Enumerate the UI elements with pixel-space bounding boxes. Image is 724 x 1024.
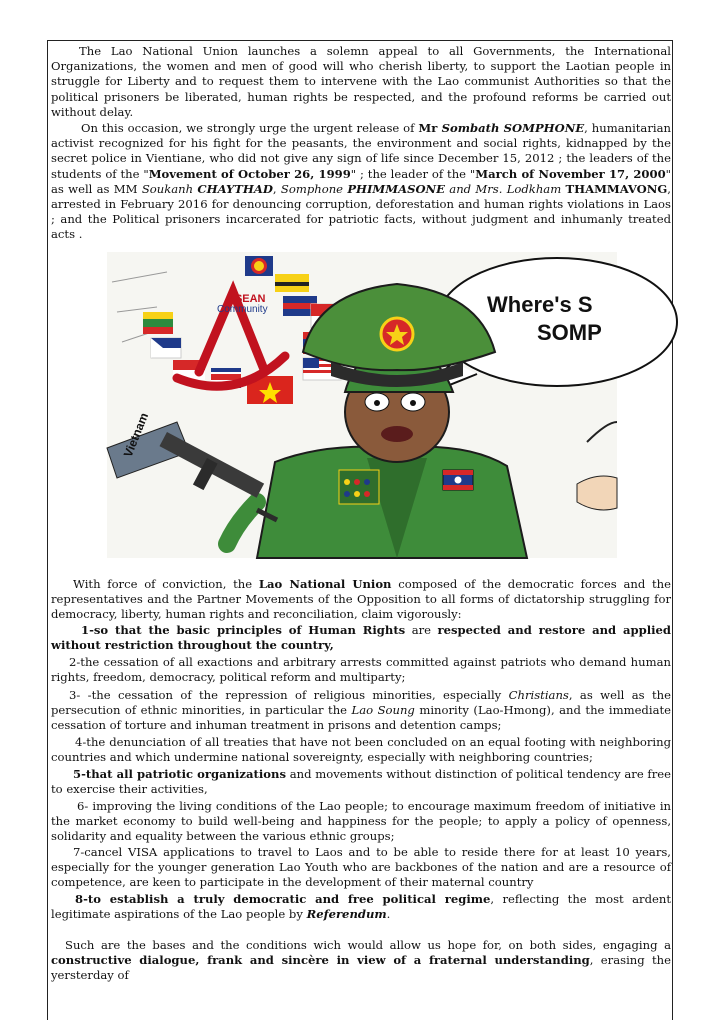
- demand-item-4: 4-the denunciation of all treaties that have not been concluded on an equal footing with neighboring countries and which undermine national sovereignty, especially with neighboring countries;: [51, 735, 671, 765]
- demand-item-2: 2-the cessation of all exactions and arbitrary arrests committed against patriots who demand human rights, freedom, democracy, political reform and multiparty;: [51, 655, 671, 685]
- force-paragraph: With force of conviction, the Lao National Union composed of the democratic forces and the representatives and the Partner Movements of the Opposition to all forms of dictatorship struggling for democracy, liberty, human rights and reconciliation, claim vigorously:: [51, 577, 671, 622]
- demand-item-3: 3- -the cessation of the repression of religious minorities, especially Christians, as well as the persecution of ethnic minorities, in particular the Lao Soung minority (Lao-Hmong), and the immediate cessation of torture and inhuman treatment in prisons and detention camps;: [51, 688, 671, 733]
- political-cartoon: [107, 252, 617, 558]
- gun-label: Vietnam: [120, 410, 152, 460]
- demand-item-5: 5-that all patriotic organizations and movements without distinction of political tendency are free to exercise their activities,: [51, 767, 671, 797]
- intro-paragraph: The Lao National Union launches a solemn appeal to all Governments, the International Organizations, the women and men of good will who cherish liberty, to support the Laotian people in struggle for Liberty and to request them to intervene with the Lao communist Authorities so that the political prisoners be liberated, human rights be respected, and the profound reforms be carried out without delay.: [51, 44, 671, 119]
- demand-item-1: 1-so that the basic principles of Human Rights are respected and restore and applied without restriction throughout the country,: [51, 623, 671, 653]
- asean-label: ASEAN: [227, 293, 266, 305]
- occasion-paragraph: On this occasion, we strongly urge the urgent release of Mr Sombath SOMPHONE, humanitarian activist recognized for his fight for the peasants, the environment and social rights, kidnapped by the secret police in Vientiane, who did not give any sign of life since December 15, 2012 ; the leaders of the students of the "Movement of October 26, 1999" ; the leader of the "March of November 17, 2000" as well as MM Soukanh CHAYTHAD, Somphone PHIMMASONE and Mrs. Lodkham THAMMAVONG, arrested in February 2016 for denouncing corruption, deforestation and human rights violations in Laos ; and the Political prisoners incarcerated for patriotic facts, without judgment and inhumanly treated acts .: [51, 121, 671, 242]
- demand-item-7: 7-cancel VISA applications to travel to Laos and to be able to reside there for at least 10 years, especially for the younger generation Lao Youth who are backbones of the nation and are a resource of competence, are keen to participate in the development of their maternal country: [51, 845, 671, 890]
- demand-item-8: 8-to establish a truly democratic and free political regime, reflecting the most ardent legitimate aspirations of the Lao people by Referendum.: [51, 892, 671, 922]
- closing-paragraph: Such are the bases and the conditions wich would allow us hope for, on both sides, engaging a constructive dialogue, frank and sincère in view of a fraternal understanding, erasing the yersterday of: [51, 938, 671, 983]
- community-label: Community: [217, 304, 268, 315]
- speech-line-2: SOMP: [537, 320, 602, 345]
- demand-item-6: 6- improving the living conditions of the Lao people; to encourage maximum freedom of initiative in the market economy to build well-being and happiness for the people; to apply a policy of openness, solidarity and equality between the various ethnic groups;: [51, 799, 671, 844]
- speech-line-1: Where's S: [487, 292, 593, 317]
